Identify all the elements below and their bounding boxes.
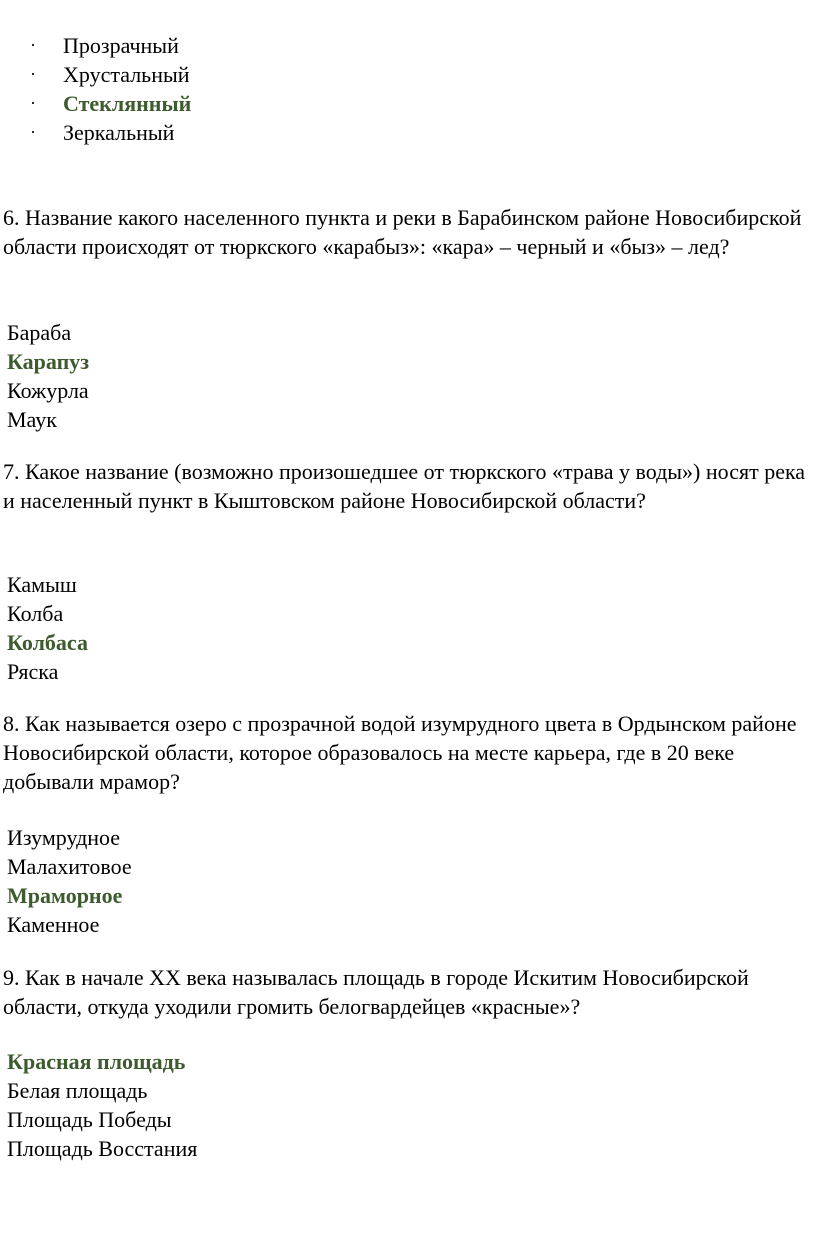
option-text: Прозрачный <box>63 33 179 58</box>
option-text: Бараба <box>7 320 72 345</box>
question-9-text: 9. Как в начале XX века называлась площадь в городе Искитим Новосибирской области, откуда уходили громить белогвардейцев «красные»? <box>3 965 749 1019</box>
option-text: Хрустальный <box>63 62 190 87</box>
correct-option-text: Карапуз <box>7 349 90 374</box>
option-text: Площадь Восстания <box>7 1136 198 1161</box>
option-text: Кожурла <box>7 378 89 403</box>
option-text: Белая площадь <box>7 1078 148 1103</box>
option-text: Зеркальный <box>63 120 175 145</box>
question-8-text: 8. Как называется озеро с прозрачной водой изумрудного цвета в Ордынском районе Новосибирской области, которое образовалось на месте карьера, где в 20 веке добывали мрамор? <box>3 711 797 794</box>
correct-option-text: Колбаса <box>7 630 88 655</box>
bullet-dot: · <box>30 35 36 55</box>
question-7-text: 7. Какое название (возможно произошедшее от тюркского «трава у воды») носят река и населенный пункт в Кыштовском районе Новосибирской области? <box>3 459 806 513</box>
correct-option-text: Стеклянный <box>63 91 192 116</box>
q6-option-list <box>7 318 89 434</box>
q9-option-list <box>7 1047 197 1163</box>
option-text: Каменное <box>7 912 100 937</box>
question-6-text: 6. Название какого населенного пункта и реки в Барабинском районе Новосибирской области происходят от тюркского «карабыз»: «кара» – черный и «быз» – лед? <box>3 205 802 259</box>
option-text: Изумрудное <box>7 825 121 850</box>
q8-option-list <box>7 823 132 939</box>
option-text: Ряска <box>7 659 59 684</box>
bullet-dot: · <box>30 122 36 142</box>
option-text: Камыш <box>7 572 77 597</box>
option-text: Маук <box>7 407 57 432</box>
correct-option-text: Красная площадь <box>7 1049 186 1074</box>
option-text: Малахитовое <box>7 854 132 879</box>
bullet-dot: · <box>30 64 36 84</box>
bullet-dot: · <box>30 93 36 113</box>
correct-option-text: Мраморное <box>7 883 123 908</box>
q7-option-list <box>7 570 88 686</box>
option-text: Колба <box>7 601 64 626</box>
option-text: Площадь Победы <box>7 1107 172 1132</box>
